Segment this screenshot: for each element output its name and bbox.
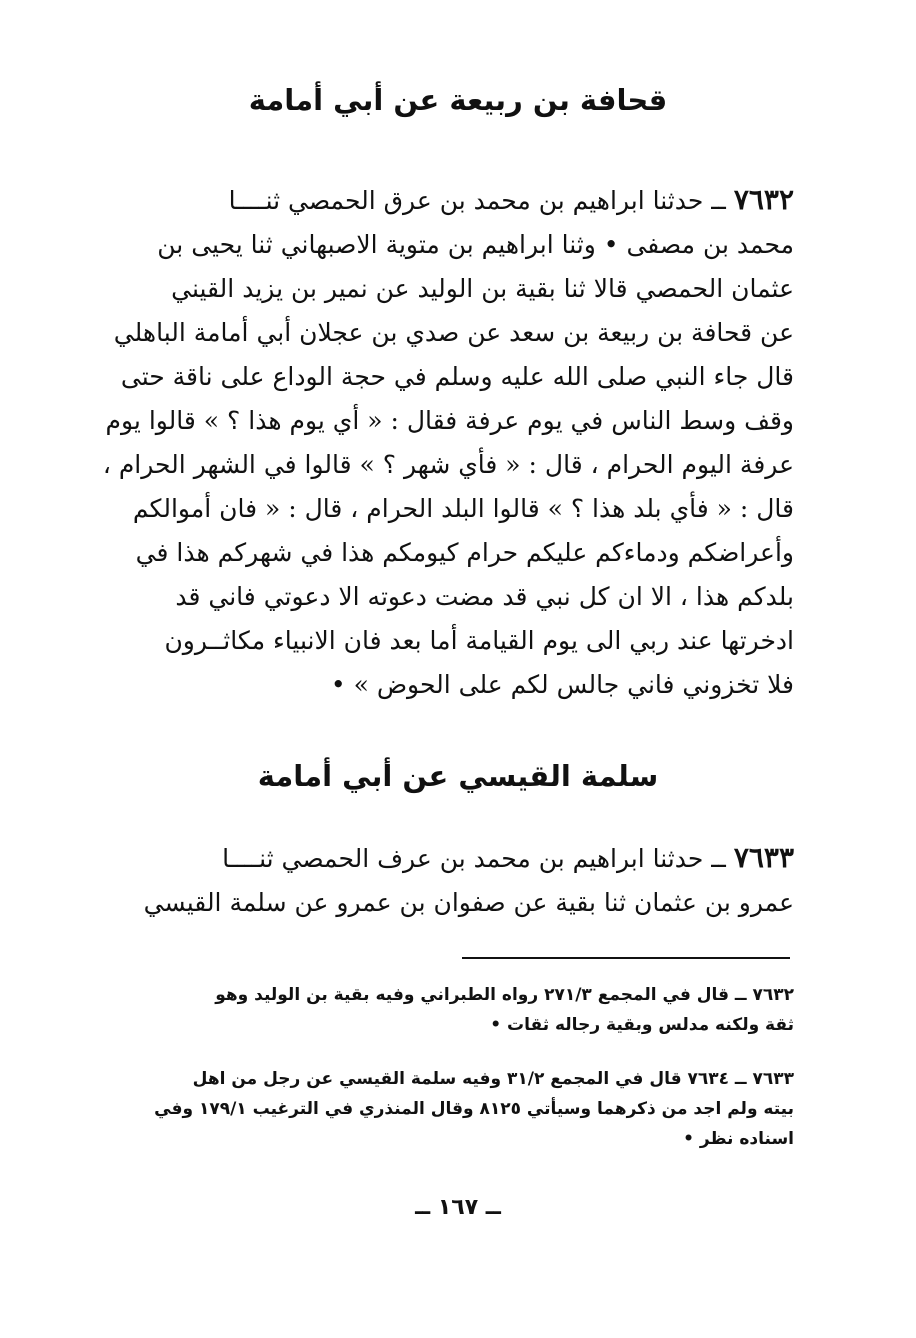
footnote-line: اسناده نظر • — [683, 1129, 794, 1149]
hadith-line: قال : « فأي بلد هذا ؟ » قالوا البلد الحرام ، قال : « فان أموالكم — [132, 494, 794, 523]
hadith-line: قال جاء النبي صلى الله عليه وسلم في حجة الوداع على ناقة حتى — [120, 362, 794, 391]
hadith-line: ٧٦٣٣ ــ حدثنا ابراهيم بن محمد بن عرف الحمصي ثنــــا — [222, 841, 794, 874]
section-heading-qahafa: قحافة بن ربيعة عن أبي أمامة — [248, 83, 668, 117]
footnote-line: ٧٦٣٢ ــ قال في المجمع ٢٧١/٣ رواه الطبراني وفيه بقية بن الوليد وهو — [215, 985, 794, 1005]
hadith-line: بلدكم هذا ، الا ان كل نبي قد مضت دعوته الا دعوتي فاني قد — [175, 582, 794, 611]
footnote-divider — [462, 957, 790, 959]
hadith-line: فلا تخزوني فاني جالس لكم على الحوض » • — [330, 670, 794, 699]
hadith-line: عثمان الحمصي قالا ثنا بقية بن الوليد عن نمير بن يزيد القيني — [171, 274, 794, 303]
hadith-7633-text — [92, 836, 794, 925]
hadith-number: ٧٦٣٢ — [733, 183, 794, 216]
hadith-7632-text — [92, 178, 794, 707]
hadith-line: عن قحافة بن ربيعة بن سعد عن صدي بن عجلان أبي أمامة الباهلي — [113, 318, 794, 347]
page-number: ــ ١٦٧ ــ — [415, 1195, 501, 1220]
hadith-number: ٧٦٣٣ — [733, 841, 794, 874]
hadith-line: عرفة اليوم الحرام ، قال : « فأي شهر ؟ » قالوا في الشهر الحرام ، — [102, 450, 794, 479]
footnote-7632 — [92, 980, 794, 1040]
footnote-7633 — [92, 1064, 794, 1154]
hadith-line: وقف وسط الناس في يوم عرفة فقال : « أي يوم هذا ؟ » قالوا يوم — [105, 406, 794, 435]
section-heading-salama: سلمة القيسي عن أبي أمامة — [257, 759, 659, 793]
hadith-line: ادخرتها عند ربي الى يوم القيامة أما بعد فان الانبياء مكاثــرون — [164, 626, 794, 655]
hadith-line: وأعراضكم ودماءكم عليكم حرام كيومكم هذا في شهركم هذا في — [135, 538, 794, 567]
footnote-line: بيته ولم اجد من ذكرهما وسيأتي ٨١٢٥ وقال المنذري في الترغيب ١٧٩/١ وفي — [154, 1099, 794, 1119]
footnote-line: ثقة ولكنه مدلس وبقية رجاله ثقات • — [490, 1015, 794, 1035]
hadith-line: عمرو بن عثمان ثنا بقية عن صفوان بن عمرو عن سلمة القيسي — [143, 888, 794, 917]
footnote-line: ٧٦٣٣ ــ ٧٦٣٤ قال في المجمع ٣١/٢ وفيه سلمة القيسي عن رجل من اهل — [192, 1069, 794, 1089]
hadith-line: محمد بن مصفى • وثنا ابراهيم بن متوية الاصبهاني ثنا يحيى بن — [157, 230, 794, 259]
hadith-line: ٧٦٣٢ ــ حدثنا ابراهيم بن محمد بن عرق الحمصي ثنــــا — [228, 183, 794, 216]
